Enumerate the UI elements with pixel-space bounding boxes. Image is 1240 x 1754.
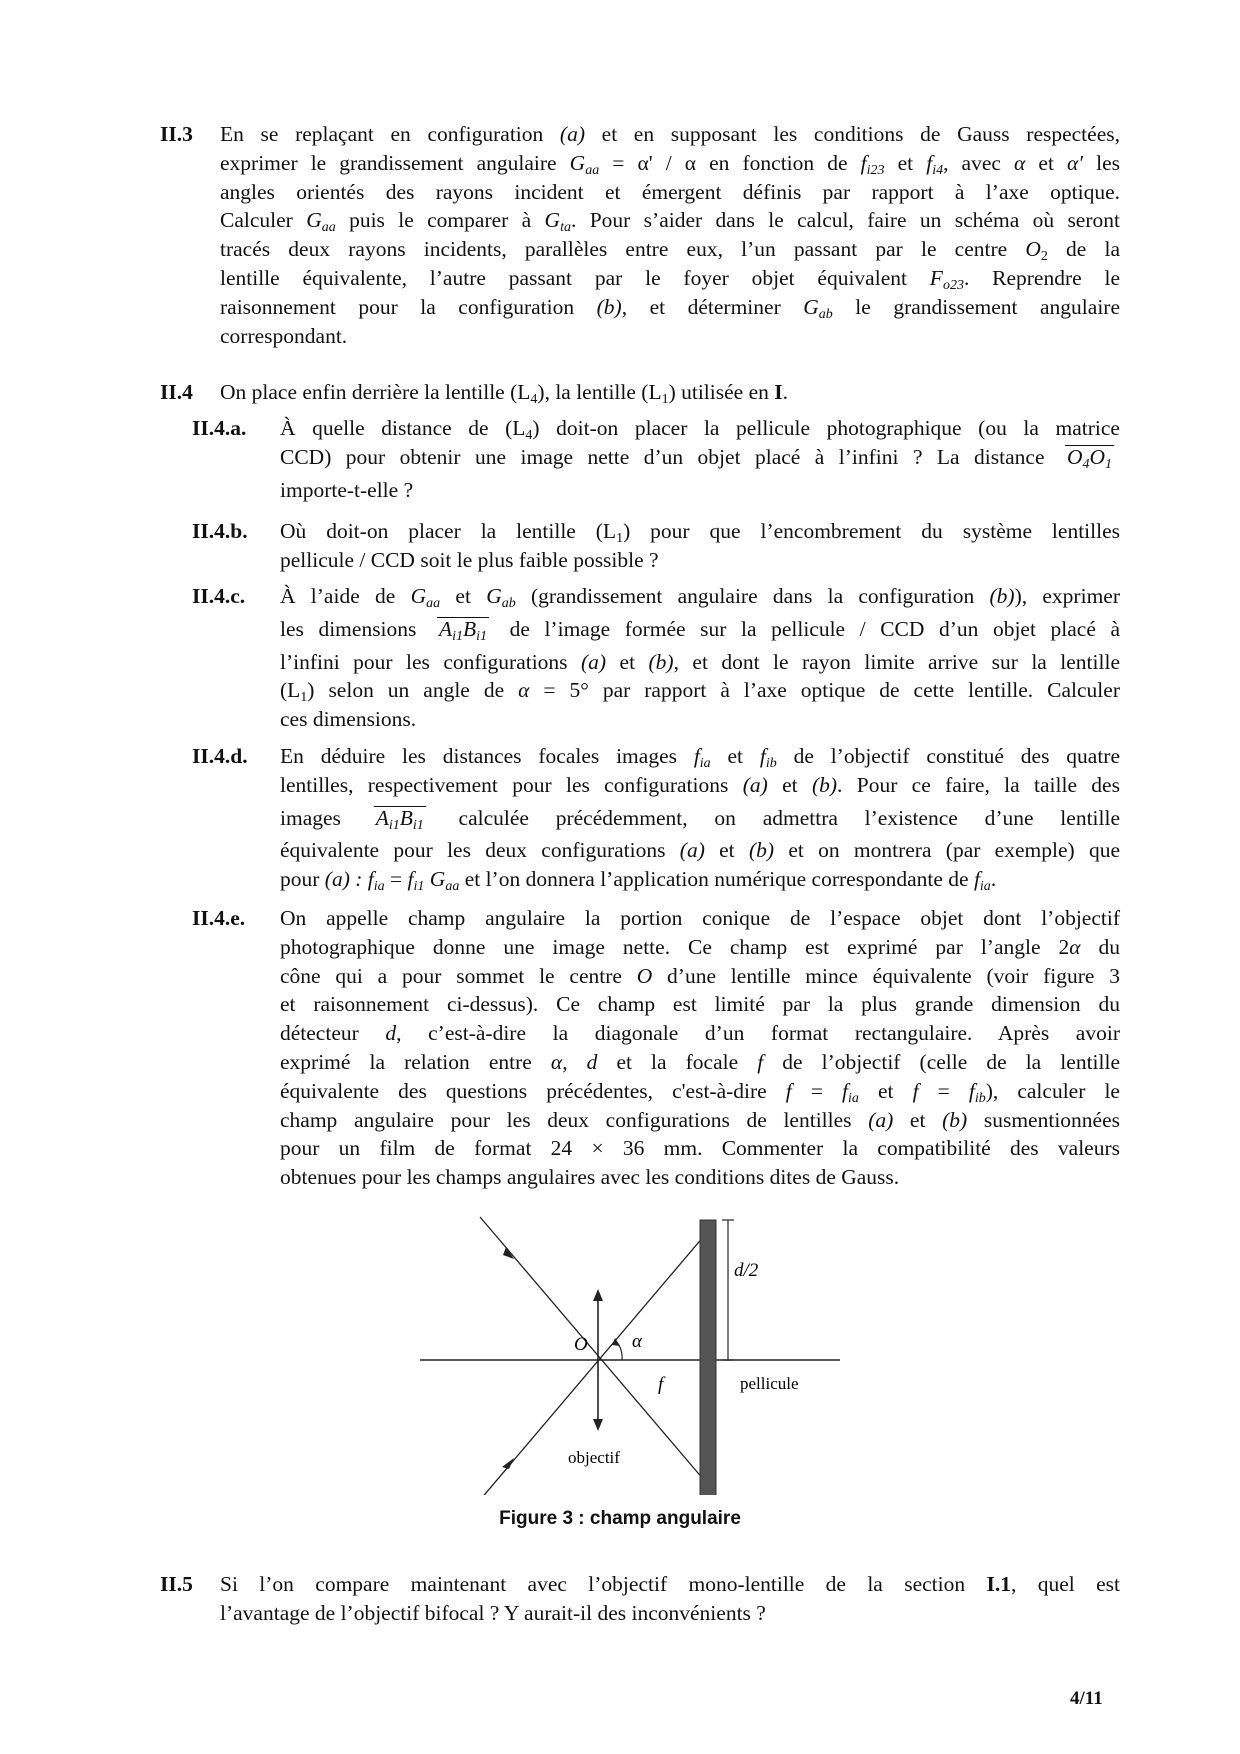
question-number-II4: II.4 bbox=[160, 380, 193, 404]
question-II4c-text: À l’aide de $G_{aa}$ et $G_{ab}$ (grandissement angulaire dans la configuration (b)), exprimer les dimensions $A_{i1}B_{i1}$ de l’image formée sur la pellicule / CCD d’un objet placé à l’infini pour les configurations (a) et (b), et dont le rayon limite arrive sur la lentille $(L_1)$ selon un angle de α = 5° par rapport à l’axe optique de cette lentille. Calculer ces dimensions. bbox=[280, 584, 1120, 732]
question-II4a-text: À quelle distance de $(L_4)$ doit-on placer la pellicule photographique (ou la matrice CCD) pour obtenir une image nette d’un objet placé à l’infini ? La distance $O_4O_1$ importe-t-elle ? bbox=[280, 416, 1120, 502]
question-number-II4d: II.4.d. bbox=[192, 744, 248, 768]
question-II4-text: On place enfin derrière la lentille $(L_4)$, la lentille $(L_1)$ utilisée en I. bbox=[220, 380, 789, 407]
label-d2: d/2 bbox=[734, 1260, 759, 1281]
label-alpha: α bbox=[632, 1331, 642, 1352]
question-number-II4c: II.4.c. bbox=[192, 584, 246, 608]
page-number: 4/11 bbox=[1070, 1688, 1103, 1709]
ray-arrow-upper bbox=[503, 1247, 514, 1259]
label-pellicule: pellicule bbox=[740, 1374, 799, 1393]
question-number-II5: II.5 bbox=[160, 1572, 193, 1596]
ray-arrow-lower bbox=[502, 1458, 514, 1469]
question-II3-text: En se replaçant en configuration (a) et en supposant les conditions de Gauss respectées, exprimer le grandissement angulaire $G_{aa} = \alpha' / \alpha$ en fonction de $f_{i23}$ et $f_{i4}$, avec α et α′ les angles orientés des rayons incident et émergent définis par rapport à l’axe optique. Calculer $G_{aa}$ puis le comparer à $G_{ta}$. Pour s’aider dans le calcul, faire un schéma où seront tracés deux rayons incidents, parallèles entre eux, l’un passant par le centre $O_2$ de la lentille équivalente, l’autre passant par le foyer objet équivalent $F_{o23}$. Reprendre le raisonnement pour la configuration (b), et déterminer $G_{ab}$ le grandissement angulaire correspondant. bbox=[220, 122, 1121, 348]
figure-champ-angulaire bbox=[410, 1205, 850, 1495]
question-II4d-text: En déduire les distances focales images $f_{ia}$ et $f_{ib}$ de l’objectif constitué des quatre lentilles, respectivement pour les configurations (a) et (b). Pour ce faire, la taille des images $A_{i1}B_{i1}$ calculée précédemment, on admettra l’existence d’une lentille équivalente pour les deux configurations (a) et (b) et on montrera (par exemple) que pour (a) : $f_{ia} = f_{i1}$ $G_{aa}$ et l’on donnera l’application numérique correspondante de $f_{ia}$. bbox=[280, 744, 1121, 895]
pellicule-bar bbox=[700, 1220, 716, 1495]
vector-Ai1Bi1-c: $A_{i1}B_{i1}$ bbox=[438, 616, 488, 644]
lens-arrow-bottom bbox=[593, 1419, 603, 1431]
vector-O4O1: $O_4O_1$ bbox=[1066, 444, 1112, 472]
label-f: f bbox=[658, 1374, 664, 1395]
question-number-II4b: II.4.b. bbox=[192, 519, 248, 543]
question-II5-text: Si l’on compare maintenant avec l’objectif mono-lentille de la section I.1, quel est l’avantage de l’objectif bifocal ? Y aurait-il des inconvénients ? bbox=[220, 1572, 1120, 1625]
question-II4e-text: On appelle champ angulaire la portion conique de l’espace objet dont l’objectif photographique donne une image nette. Ce champ est exprimé par l’angle 2α du cône qui a pour sommet le centre O d’une lentille mince équivalente (voir figure 3 et raisonnement ci-dessus). Ce champ est limité par la plus grande dimension du détecteur d, c’est-à-dire la diagonale d’un format rectangulaire. Après avoir exprimé la relation entre α, d et la focale f de l’objectif (celle de la lentille équivalente des questions précédentes, c'est-à-dire $f = f_{ia}$ et $f = f_{ib}$), calculer le champ angulaire pour les deux configurations de lentilles (a) et (b) susmentionnées pour un film de format 24 × 36 mm. Commenter la compatibilité des valeurs obtenues pour les champs angulaires avec les conditions dites de Gauss. bbox=[280, 906, 1121, 1190]
lens-arrow-top bbox=[593, 1289, 603, 1301]
question-II4b-text: Où doit-on placer la lentille $(L_1)$ pour que l’encombrement du système lentilles pellicule / CCD soit le plus faible possible ? bbox=[280, 519, 1121, 572]
figure-caption: Figure 3 : champ angulaire bbox=[499, 1508, 741, 1529]
question-number-II3: II.3 bbox=[160, 122, 193, 146]
question-number-II4a: II.4.a. bbox=[192, 416, 247, 440]
label-O: O bbox=[574, 1334, 588, 1355]
question-number-II4e: II.4.e. bbox=[192, 906, 246, 930]
label-objectif: objectif bbox=[568, 1448, 620, 1467]
vector-Ai1Bi1-d: $A_{i1}B_{i1}$ bbox=[375, 805, 424, 833]
